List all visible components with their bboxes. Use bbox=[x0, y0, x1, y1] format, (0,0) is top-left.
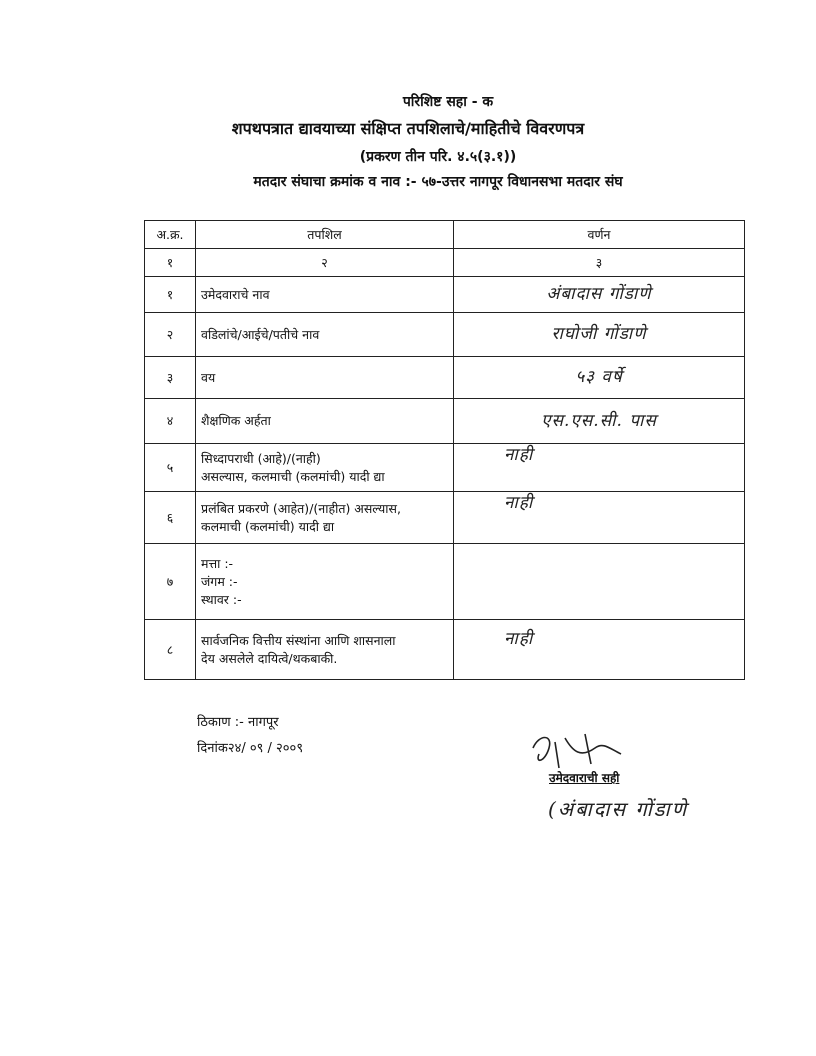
details-table bbox=[144, 220, 745, 680]
numbering-cell: २ bbox=[196, 249, 454, 277]
row-label: शैक्षणिक अर्हता bbox=[196, 399, 454, 444]
annex-title: परिशिष्ट सहा - क bbox=[402, 94, 494, 110]
handwritten-value: ५३ वर्षे bbox=[575, 367, 623, 387]
table-header-row bbox=[145, 221, 745, 249]
place-line: ठिकाण :- नागपूर bbox=[197, 715, 279, 730]
row-number: ४ bbox=[145, 399, 196, 444]
table-numbering-row bbox=[145, 249, 745, 277]
table-row bbox=[145, 444, 745, 492]
column-header-description: वर्णन bbox=[454, 221, 745, 249]
chapter-reference: (प्रकरण तीन परि. ४.५(३.१)) bbox=[359, 149, 517, 165]
empty-value-cell bbox=[454, 544, 745, 620]
signature-scribble-icon bbox=[525, 728, 645, 773]
row-label-continued: जंगम :- bbox=[201, 573, 238, 589]
row-label: वडिलांचे/आईचे/पतीचे नाव bbox=[196, 313, 454, 357]
row-label-continued: असल्यास, कलमाची (कलमांची) यादी द्या bbox=[201, 468, 385, 484]
numbering-cell: १ bbox=[145, 249, 196, 277]
table-row bbox=[145, 544, 745, 620]
column-header-serial: अ.क्र. bbox=[145, 221, 196, 249]
signature-name: (अंबादास गोंडाणे bbox=[548, 797, 689, 821]
column-header-details: तपशिल bbox=[196, 221, 454, 249]
row-label-continued: स्थावर :- bbox=[201, 591, 242, 607]
row-number: २ bbox=[145, 313, 196, 357]
handwritten-value: अंबादास गोंडाणे bbox=[546, 284, 652, 304]
signature-label: उमेदवाराची सही bbox=[549, 771, 620, 785]
row-number: ६ bbox=[145, 492, 196, 544]
row-number: ५ bbox=[145, 444, 196, 492]
table-row bbox=[145, 357, 745, 399]
table-row bbox=[145, 313, 745, 357]
table-row bbox=[145, 277, 745, 313]
table-row bbox=[145, 399, 745, 444]
row-label: वय bbox=[196, 357, 454, 399]
handwritten-value: नाही bbox=[504, 445, 534, 465]
handwritten-value: एस.एस.सी. पास bbox=[541, 410, 657, 431]
row-label: उमेदवाराचे नाव bbox=[196, 277, 454, 313]
row-number: ८ bbox=[145, 620, 196, 680]
row-label: प्रलंबित प्रकरणे (आहेत)/(नाहीत) असल्यास, bbox=[201, 500, 401, 516]
date-line: दिनांक२४/ ०९ / २००९ bbox=[197, 741, 304, 756]
row-label-continued: कलमाची (कलमांची) यादी द्या bbox=[201, 518, 335, 534]
row-number: ७ bbox=[145, 544, 196, 620]
numbering-cell: ३ bbox=[454, 249, 745, 277]
table-row bbox=[145, 492, 745, 544]
handwritten-value: नाही bbox=[504, 629, 534, 649]
table-row bbox=[145, 620, 745, 680]
row-label: सार्वजनिक वित्तीय संस्थांना आणि शासनाला bbox=[201, 632, 396, 648]
handwritten-value: नाही bbox=[504, 493, 534, 513]
row-number: १ bbox=[145, 277, 196, 313]
row-label: मत्ता :- bbox=[201, 555, 234, 571]
constituency-line: मतदार संघाचा क्रमांक व नाव :- ५७-उत्तर नागपूर विधानसभा मतदार संघ bbox=[253, 174, 623, 190]
row-number: ३ bbox=[145, 357, 196, 399]
row-label: सिध्दापराधी (आहे)/(नाही) bbox=[201, 450, 321, 466]
row-label-continued: देय असलेले दायित्वे/थकबाकी. bbox=[201, 650, 338, 666]
form-title: शपथपत्रात द्यावयाच्या संक्षिप्त तपशिलाचे/माहितीचे विवरणपत्र bbox=[231, 119, 585, 138]
handwritten-value: राघोजी गोंडाणे bbox=[551, 324, 647, 344]
